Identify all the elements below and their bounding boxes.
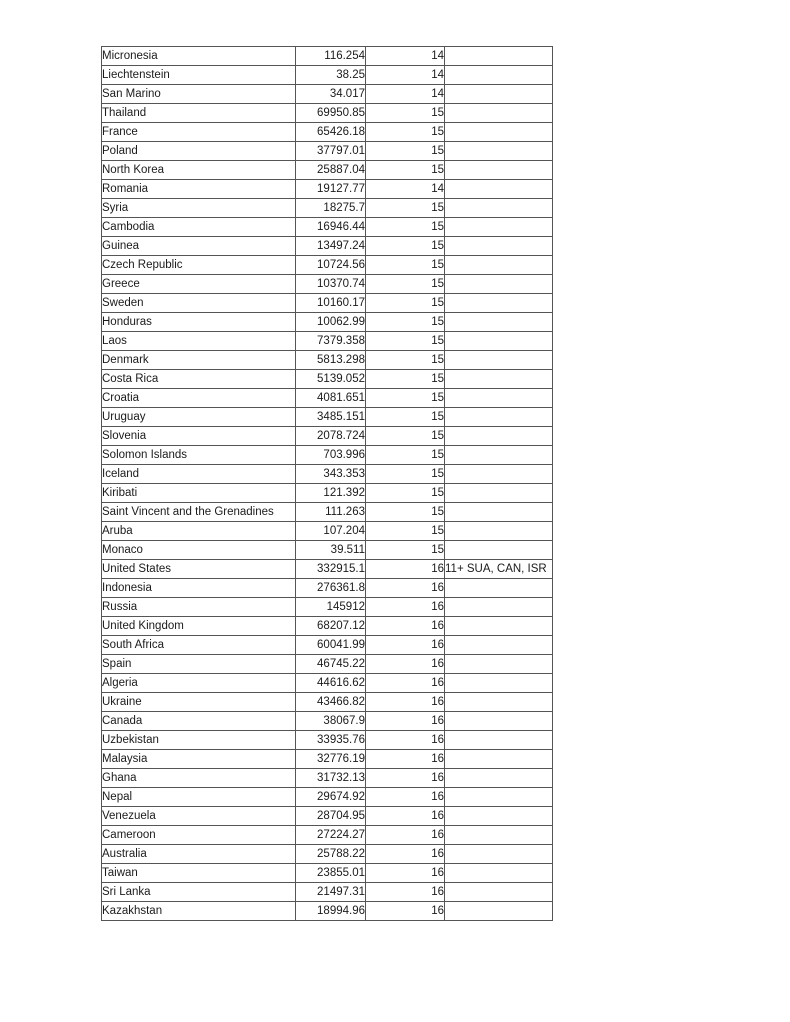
- note-cell: [445, 579, 553, 598]
- country-cell: Cameroon: [102, 826, 296, 845]
- country-cell: Kiribati: [102, 484, 296, 503]
- country-cell: Slovenia: [102, 427, 296, 446]
- country-cell: Uruguay: [102, 408, 296, 427]
- note-cell: [445, 522, 553, 541]
- count-cell: 16: [366, 845, 445, 864]
- table-row: [102, 560, 553, 579]
- table-row: [102, 408, 553, 427]
- country-cell: Australia: [102, 845, 296, 864]
- value-cell: 4081.651: [296, 389, 366, 408]
- count-cell: 16: [366, 712, 445, 731]
- country-cell: Monaco: [102, 541, 296, 560]
- country-cell: Syria: [102, 199, 296, 218]
- count-cell: 15: [366, 123, 445, 142]
- table-row: [102, 465, 553, 484]
- count-cell: 16: [366, 883, 445, 902]
- count-cell: 16: [366, 598, 445, 617]
- country-cell: Honduras: [102, 313, 296, 332]
- count-cell: 15: [366, 218, 445, 237]
- table-row: [102, 104, 553, 123]
- table-row: [102, 446, 553, 465]
- value-cell: 38067.9: [296, 712, 366, 731]
- table-row: [102, 237, 553, 256]
- table-row: [102, 617, 553, 636]
- value-cell: 25887.04: [296, 161, 366, 180]
- table-row: [102, 769, 553, 788]
- note-cell: [445, 769, 553, 788]
- country-cell: Uzbekistan: [102, 731, 296, 750]
- value-cell: 37797.01: [296, 142, 366, 161]
- table-row: [102, 389, 553, 408]
- value-cell: 343.353: [296, 465, 366, 484]
- note-cell: [445, 503, 553, 522]
- note-cell: [445, 218, 553, 237]
- note-cell: [445, 693, 553, 712]
- table-row: [102, 503, 553, 522]
- table-row: [102, 693, 553, 712]
- count-cell: 16: [366, 655, 445, 674]
- note-cell: 11+ SUA, CAN, ISR: [445, 560, 553, 579]
- value-cell: 46745.22: [296, 655, 366, 674]
- note-cell: [445, 294, 553, 313]
- note-cell: [445, 313, 553, 332]
- table-row: [102, 85, 553, 104]
- count-cell: 16: [366, 769, 445, 788]
- value-cell: 21497.31: [296, 883, 366, 902]
- country-cell: Ukraine: [102, 693, 296, 712]
- count-cell: 16: [366, 807, 445, 826]
- value-cell: 16946.44: [296, 218, 366, 237]
- country-data-table: [101, 46, 553, 921]
- table-row: [102, 807, 553, 826]
- value-cell: 68207.12: [296, 617, 366, 636]
- table-row: [102, 826, 553, 845]
- count-cell: 14: [366, 47, 445, 66]
- count-cell: 15: [366, 351, 445, 370]
- note-cell: [445, 66, 553, 85]
- table-row: [102, 313, 553, 332]
- country-cell: Romania: [102, 180, 296, 199]
- table-row: [102, 674, 553, 693]
- country-cell: Iceland: [102, 465, 296, 484]
- note-cell: [445, 750, 553, 769]
- count-cell: 16: [366, 902, 445, 921]
- value-cell: 703.996: [296, 446, 366, 465]
- table-row: [102, 370, 553, 389]
- country-cell: Sweden: [102, 294, 296, 313]
- note-cell: [445, 256, 553, 275]
- count-cell: 15: [366, 294, 445, 313]
- table-row: [102, 256, 553, 275]
- value-cell: 19127.77: [296, 180, 366, 199]
- country-cell: Thailand: [102, 104, 296, 123]
- count-cell: 15: [366, 142, 445, 161]
- value-cell: 10724.56: [296, 256, 366, 275]
- value-cell: 107.204: [296, 522, 366, 541]
- value-cell: 28704.95: [296, 807, 366, 826]
- table-row: [102, 275, 553, 294]
- note-cell: [445, 199, 553, 218]
- note-cell: [445, 807, 553, 826]
- value-cell: 34.017: [296, 85, 366, 104]
- table-row: [102, 161, 553, 180]
- value-cell: 38.25: [296, 66, 366, 85]
- count-cell: 15: [366, 370, 445, 389]
- table-row: [102, 750, 553, 769]
- value-cell: 276361.8: [296, 579, 366, 598]
- table-row: [102, 484, 553, 503]
- count-cell: 15: [366, 465, 445, 484]
- table-row: [102, 66, 553, 85]
- count-cell: 16: [366, 674, 445, 693]
- table-row: [102, 902, 553, 921]
- country-cell: Malaysia: [102, 750, 296, 769]
- count-cell: 16: [366, 693, 445, 712]
- count-cell: 15: [366, 541, 445, 560]
- count-cell: 16: [366, 579, 445, 598]
- country-cell: San Marino: [102, 85, 296, 104]
- count-cell: 15: [366, 161, 445, 180]
- country-cell: Micronesia: [102, 47, 296, 66]
- note-cell: [445, 351, 553, 370]
- country-cell: Guinea: [102, 237, 296, 256]
- table-row: [102, 579, 553, 598]
- value-cell: 121.392: [296, 484, 366, 503]
- country-cell: Venezuela: [102, 807, 296, 826]
- note-cell: [445, 123, 553, 142]
- note-cell: [445, 237, 553, 256]
- value-cell: 32776.19: [296, 750, 366, 769]
- country-cell: Cambodia: [102, 218, 296, 237]
- value-cell: 332915.1: [296, 560, 366, 579]
- table-row: [102, 142, 553, 161]
- value-cell: 23855.01: [296, 864, 366, 883]
- count-cell: 14: [366, 66, 445, 85]
- note-cell: [445, 655, 553, 674]
- country-cell: Nepal: [102, 788, 296, 807]
- country-cell: Russia: [102, 598, 296, 617]
- country-cell: North Korea: [102, 161, 296, 180]
- value-cell: 111.263: [296, 503, 366, 522]
- value-cell: 44616.62: [296, 674, 366, 693]
- country-cell: Denmark: [102, 351, 296, 370]
- note-cell: [445, 275, 553, 294]
- note-cell: [445, 864, 553, 883]
- note-cell: [445, 845, 553, 864]
- table-row: [102, 218, 553, 237]
- value-cell: 39.511: [296, 541, 366, 560]
- country-cell: United States: [102, 560, 296, 579]
- value-cell: 43466.82: [296, 693, 366, 712]
- table-row: [102, 883, 553, 902]
- table-row: [102, 598, 553, 617]
- note-cell: [445, 826, 553, 845]
- count-cell: 14: [366, 180, 445, 199]
- note-cell: [445, 85, 553, 104]
- count-cell: 16: [366, 636, 445, 655]
- note-cell: [445, 104, 553, 123]
- note-cell: [445, 142, 553, 161]
- country-cell: Laos: [102, 332, 296, 351]
- table-row: [102, 351, 553, 370]
- country-cell: Sri Lanka: [102, 883, 296, 902]
- count-cell: 16: [366, 731, 445, 750]
- note-cell: [445, 332, 553, 351]
- note-cell: [445, 47, 553, 66]
- count-cell: 15: [366, 446, 445, 465]
- value-cell: 116.254: [296, 47, 366, 66]
- count-cell: 15: [366, 408, 445, 427]
- count-cell: 16: [366, 864, 445, 883]
- value-cell: 18275.7: [296, 199, 366, 218]
- count-cell: 15: [366, 522, 445, 541]
- country-cell: Kazakhstan: [102, 902, 296, 921]
- country-cell: United Kingdom: [102, 617, 296, 636]
- note-cell: [445, 598, 553, 617]
- value-cell: 29674.92: [296, 788, 366, 807]
- count-cell: 16: [366, 788, 445, 807]
- value-cell: 10062.99: [296, 313, 366, 332]
- count-cell: 15: [366, 427, 445, 446]
- value-cell: 25788.22: [296, 845, 366, 864]
- value-cell: 145912: [296, 598, 366, 617]
- value-cell: 65426.18: [296, 123, 366, 142]
- country-cell: Saint Vincent and the Grenadines: [102, 503, 296, 522]
- country-cell: Ghana: [102, 769, 296, 788]
- table-row: [102, 845, 553, 864]
- note-cell: [445, 902, 553, 921]
- note-cell: [445, 617, 553, 636]
- note-cell: [445, 541, 553, 560]
- count-cell: 15: [366, 389, 445, 408]
- note-cell: [445, 731, 553, 750]
- table-row: [102, 294, 553, 313]
- value-cell: 5139.052: [296, 370, 366, 389]
- value-cell: 18994.96: [296, 902, 366, 921]
- value-cell: 31732.13: [296, 769, 366, 788]
- note-cell: [445, 465, 553, 484]
- value-cell: 13497.24: [296, 237, 366, 256]
- count-cell: 16: [366, 750, 445, 769]
- country-cell: Poland: [102, 142, 296, 161]
- value-cell: 27224.27: [296, 826, 366, 845]
- table-row: [102, 522, 553, 541]
- country-cell: Croatia: [102, 389, 296, 408]
- value-cell: 2078.724: [296, 427, 366, 446]
- country-cell: Czech Republic: [102, 256, 296, 275]
- note-cell: [445, 883, 553, 902]
- count-cell: 16: [366, 560, 445, 579]
- table-row: [102, 788, 553, 807]
- value-cell: 33935.76: [296, 731, 366, 750]
- count-cell: 15: [366, 313, 445, 332]
- note-cell: [445, 180, 553, 199]
- count-cell: 15: [366, 332, 445, 351]
- note-cell: [445, 674, 553, 693]
- count-cell: 14: [366, 85, 445, 104]
- country-cell: Liechtenstein: [102, 66, 296, 85]
- count-cell: 15: [366, 237, 445, 256]
- country-cell: Canada: [102, 712, 296, 731]
- value-cell: 5813.298: [296, 351, 366, 370]
- count-cell: 15: [366, 199, 445, 218]
- note-cell: [445, 446, 553, 465]
- count-cell: 16: [366, 617, 445, 636]
- table-row: [102, 199, 553, 218]
- country-cell: Taiwan: [102, 864, 296, 883]
- note-cell: [445, 161, 553, 180]
- table-row: [102, 864, 553, 883]
- country-cell: Aruba: [102, 522, 296, 541]
- country-cell: Spain: [102, 655, 296, 674]
- table-row: [102, 180, 553, 199]
- count-cell: 15: [366, 503, 445, 522]
- value-cell: 3485.151: [296, 408, 366, 427]
- note-cell: [445, 370, 553, 389]
- country-cell: Algeria: [102, 674, 296, 693]
- country-cell: Costa Rica: [102, 370, 296, 389]
- country-cell: France: [102, 123, 296, 142]
- count-cell: 15: [366, 104, 445, 123]
- note-cell: [445, 788, 553, 807]
- table-body: [102, 47, 553, 921]
- value-cell: 10370.74: [296, 275, 366, 294]
- table-row: [102, 427, 553, 446]
- note-cell: [445, 408, 553, 427]
- country-cell: Greece: [102, 275, 296, 294]
- table-row: [102, 123, 553, 142]
- country-cell: Solomon Islands: [102, 446, 296, 465]
- count-cell: 15: [366, 484, 445, 503]
- count-cell: 15: [366, 256, 445, 275]
- table-row: [102, 712, 553, 731]
- count-cell: 16: [366, 826, 445, 845]
- value-cell: 60041.99: [296, 636, 366, 655]
- country-cell: South Africa: [102, 636, 296, 655]
- value-cell: 7379.358: [296, 332, 366, 351]
- note-cell: [445, 389, 553, 408]
- country-cell: Indonesia: [102, 579, 296, 598]
- note-cell: [445, 427, 553, 446]
- table-row: [102, 731, 553, 750]
- table-row: [102, 655, 553, 674]
- table-row: [102, 47, 553, 66]
- table-row: [102, 541, 553, 560]
- table-row: [102, 332, 553, 351]
- table-row: [102, 636, 553, 655]
- note-cell: [445, 712, 553, 731]
- count-cell: 15: [366, 275, 445, 294]
- value-cell: 10160.17: [296, 294, 366, 313]
- note-cell: [445, 484, 553, 503]
- value-cell: 69950.85: [296, 104, 366, 123]
- note-cell: [445, 636, 553, 655]
